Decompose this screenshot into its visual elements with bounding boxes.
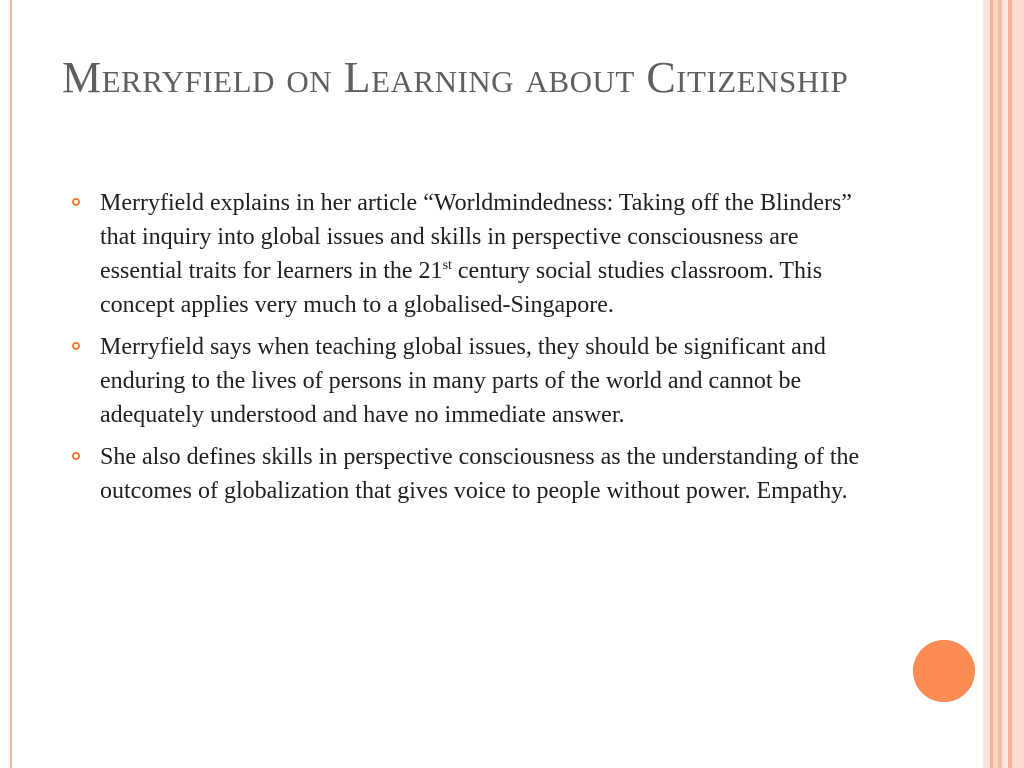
bullet-text-after-superscript: century social studies classroom. This concept applies very much to a globalised-Singapore. [100, 258, 823, 318]
bullet-text-before-superscript: Merryfield explains in her article “Worldmindedness: Taking off the Blinders” that inquiry into global issues and skills in perspective consciousness are essential traits for learners in the 21 [100, 190, 852, 284]
orange-ring-bullet-icon [72, 452, 80, 460]
bullet-text-perspective-consciousness: She also defines skills in perspective consciousness as the understanding of the outcomes of globalization that gives voice to people without power. Empathy. [100, 444, 860, 504]
bullet-item-worldmindedness [72, 186, 892, 322]
right-decorative-stripe [983, 0, 990, 768]
orange-ring-bullet-icon [72, 198, 80, 206]
right-decorative-stripe [1012, 0, 1024, 768]
decorative-orange-circle [913, 640, 975, 702]
bullet-item-global-issues [72, 330, 892, 432]
bullet-list [72, 186, 892, 516]
bullet-text-global-issues: Merryfield says when teaching global issues, they should be significant and enduring to the lives of persons in many parts of the world and cannot be adequately understood and have no immediate answer. [100, 334, 826, 428]
century-superscript: st [442, 258, 452, 273]
bullet-text-worldmindedness [100, 186, 885, 322]
left-decorative-rule [10, 0, 12, 768]
orange-ring-bullet-icon [72, 342, 80, 350]
slide-title: Merryfield on Learning about Citizenship [62, 53, 849, 102]
bullet-item-perspective-consciousness [72, 440, 892, 508]
